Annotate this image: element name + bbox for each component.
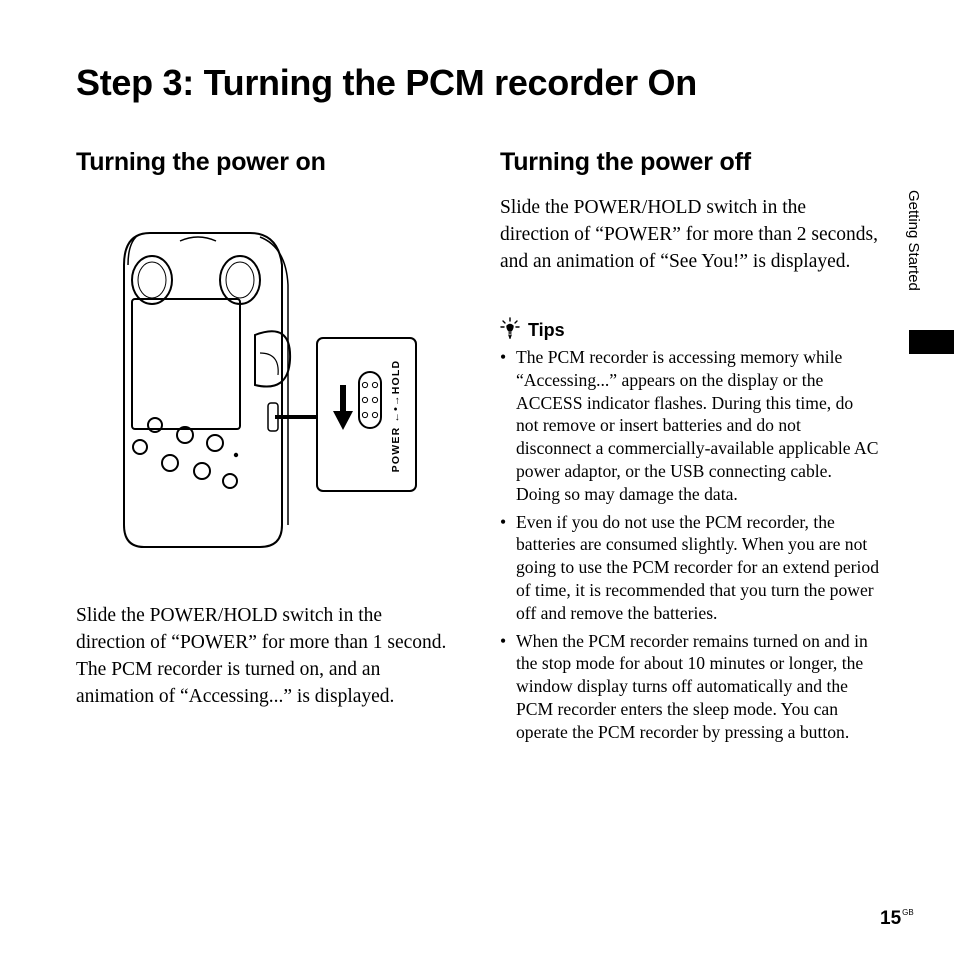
power-on-heading: Turning the power on xyxy=(76,148,326,176)
tip-text: When the PCM recorder remains turned on and in the stop mode for about 10 minutes or longer, the window display turns off automatically and the PCM recorder enters the sleep mode. You can operate the PCM recorder by pressing a button. xyxy=(516,630,868,742)
recorder-illustration xyxy=(110,225,420,555)
power-off-heading: Turning the power off xyxy=(500,148,751,176)
bullet: • xyxy=(500,630,507,651)
page-number xyxy=(880,908,914,930)
tips-heading xyxy=(500,317,565,344)
list-item xyxy=(500,630,880,744)
page-title: Step 3: Turning the PCM recorder On xyxy=(76,62,697,103)
power-off-body: Slide the POWER/HOLD switch in the direction of “POWER” for more than 2 seconds, and an animation of “See You!” is displayed. xyxy=(500,197,878,272)
switch-label: POWER ←•→HOLD xyxy=(390,359,402,473)
page-suffix: GB xyxy=(902,908,914,917)
lightbulb-icon xyxy=(500,317,520,344)
tips-label: Tips xyxy=(528,320,565,340)
list-item xyxy=(500,346,880,506)
section-tab-marker xyxy=(909,330,954,354)
tip-text: Even if you do not use the PCM recorder, the batteries are consumed slightly. When you are not going to use the PCM recorder for an extend period of time, it is recommended that you turn the power off and remove the batteries. xyxy=(516,511,880,623)
display-window xyxy=(132,299,240,429)
list-item xyxy=(500,511,880,625)
tip-text: The PCM recorder is accessing memory while “Accessing...” appears on the display or the ACCESS indicator flashes. During this time, do not remove or insert batteries and do not disconnect a commercially-available applicable AC power adaptor, or the USB connecting cable. Doing so may damage the data. xyxy=(516,347,879,504)
power-on-body: Slide the POWER/HOLD switch in the direction of “POWER” for more than 1 second. The PCM recorder is turned on, and an animation of “Accessing...” is displayed. xyxy=(76,605,447,707)
bullet: • xyxy=(500,511,507,532)
page-number-value: 15 xyxy=(880,908,902,929)
recorder-body xyxy=(124,233,282,547)
bullet: • xyxy=(500,347,507,367)
tips-list xyxy=(500,346,880,749)
section-side-tab: Getting Started xyxy=(905,190,922,291)
